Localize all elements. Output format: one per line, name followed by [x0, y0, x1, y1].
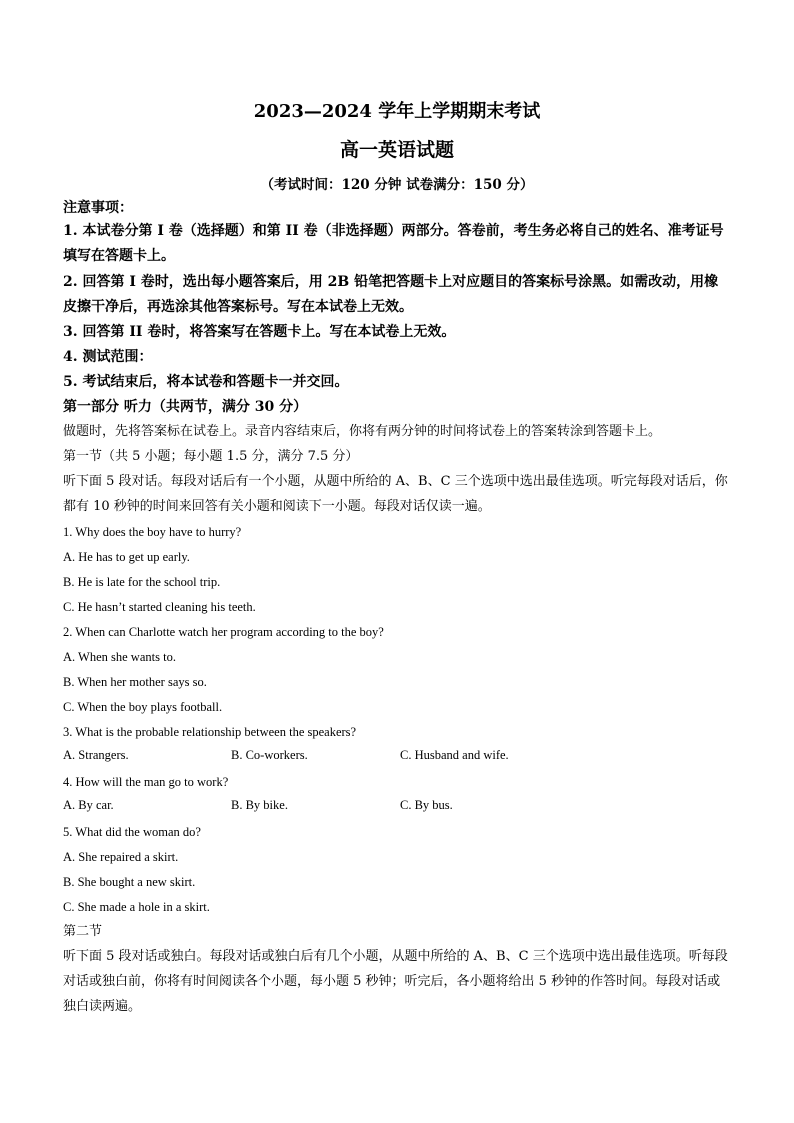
- question-3-stem: 3. What is the probable relationship between the speakers?: [63, 725, 357, 739]
- exam-meta: （考试时间：120 分钟 试卷满分：150 分）: [260, 177, 534, 193]
- section1-instruction: 听下面 5 段对话。每段对话后有一个小题，从题中所给的 A、B、C 三个选项中选出最佳选项。听完每段对话后，你都有 10 秒钟的时间来回答有关小题和阅读下一小题。每段对话仅读一遍。: [63, 474, 728, 514]
- question-2-option-c: C. When the boy plays football.: [63, 700, 223, 714]
- question-3-option-b: B. Co-workers.: [231, 748, 308, 762]
- question-3-option-c: C. Husband and wife.: [400, 748, 509, 762]
- section1-heading: 第一节（共 5 小题；每小题 1.5 分，满分 7.5 分）: [63, 449, 359, 464]
- question-3-option-a: A. Strangers.: [63, 748, 129, 762]
- note-item-5: 5. 考试结束后，将本试卷和答题卡一并交回。: [63, 374, 349, 390]
- question-5-stem: 5. What did the woman do?: [63, 825, 201, 839]
- section2-instruction: 听下面 5 段对话或独白。每段对话或独白后有几个小题，从题中所给的 A、B、C 三个选项中选出最佳选项。听每段对话或独白前，你将有时间阅读各个小题，每小题 5 秒钟；听完后，各小题将给出 5 秒钟的作答时间。每段对话或独白读两遍。: [63, 949, 728, 1014]
- question-1-option-a: A. He has to get up early.: [63, 550, 190, 564]
- note-item-2: 2. 回答第 I 卷时，选出每小题答案后，用 2B 铅笔把答题卡上对应题目的答案标号涂黑。如需改动，用橡皮擦干净后，再选涂其他答案标号。写在本试卷上无效。: [63, 274, 719, 315]
- question-1-stem: 1. Why does the boy have to hurry?: [63, 525, 242, 539]
- part1-instruction: 做题时，先将答案标在试卷上。录音内容结束后，你将有两分钟的时间将试卷上的答案转涂到答题卡上。: [63, 424, 662, 439]
- question-4-stem: 4. How will the man go to work?: [63, 775, 229, 789]
- question-4-option-b: B. By bike.: [231, 798, 288, 812]
- question-5-option-b: B. She bought a new skirt.: [63, 875, 196, 889]
- exam-title: 2023—2024 学年上学期期末考试: [253, 101, 541, 122]
- note-item-1: 1. 本试卷分第 I 卷（选择题）和第 II 卷（非选择题）两部分。答卷前，考生务必将自己的姓名、准考证号填写在答题卡上。: [63, 223, 724, 264]
- question-2-stem: 2. When can Charlotte watch her program according to the boy?: [63, 625, 384, 639]
- question-2-option-b: B. When her mother says so.: [63, 675, 207, 689]
- section2-heading: 第二节: [63, 924, 103, 939]
- question-2-option-a: A. When she wants to.: [63, 650, 176, 664]
- note-item-4: 4. 测试范围：: [63, 349, 153, 365]
- question-1-option-c: C. He hasn’t started cleaning his teeth.: [63, 600, 256, 614]
- question-5-option-c: C. She made a hole in a skirt.: [63, 900, 210, 914]
- question-5-option-a: A. She repaired a skirt.: [63, 850, 179, 864]
- question-4-option-c: C. By bus.: [400, 798, 453, 812]
- notes-heading: 注意事项：: [63, 200, 133, 216]
- subject-title: 高一英语试题: [339, 139, 454, 161]
- part1-heading: 第一部分 听力（共两节，满分 30 分）: [63, 399, 308, 415]
- question-1-option-b: B. He is late for the school trip.: [63, 575, 221, 589]
- note-item-3: 3. 回答第 II 卷时，将答案写在答题卡上。写在本试卷上无效。: [63, 324, 456, 340]
- question-4-option-a: A. By car.: [63, 798, 114, 812]
